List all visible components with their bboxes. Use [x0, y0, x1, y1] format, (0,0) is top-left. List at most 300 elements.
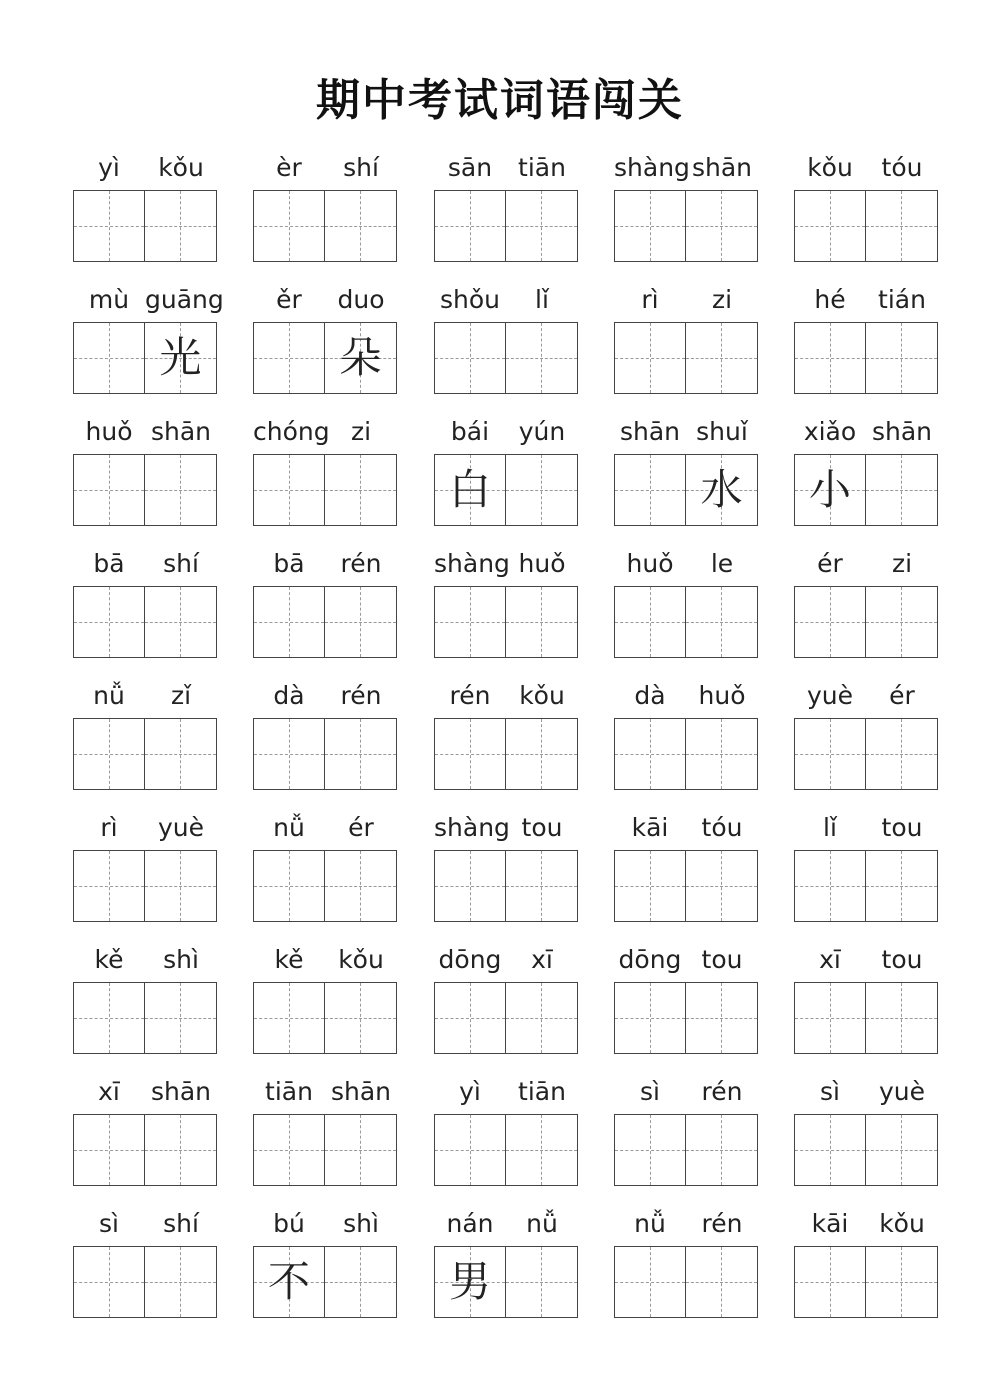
filled-character: 光: [159, 333, 202, 382]
writing-cell[interactable]: [325, 323, 396, 393]
filled-character: 白: [448, 465, 491, 514]
word-item: [253, 548, 397, 658]
pinyin-label: duo: [337, 285, 385, 314]
word-item: [253, 1208, 397, 1318]
writing-boxes: [73, 454, 217, 526]
writing-cell[interactable]: [254, 851, 325, 921]
pinyin-label: xī: [819, 945, 841, 974]
word-item: [794, 944, 938, 1054]
filled-character: [145, 1115, 216, 1185]
word-item: [434, 812, 578, 922]
word-item: [614, 152, 758, 262]
writing-cell[interactable]: [795, 719, 866, 789]
word-item: [794, 284, 938, 394]
writing-cell[interactable]: [795, 587, 866, 657]
writing-cell[interactable]: [795, 851, 866, 921]
writing-boxes: [73, 322, 217, 394]
filled-character: [866, 983, 937, 1053]
writing-boxes: [253, 190, 397, 262]
filled-character: [74, 455, 144, 525]
writing-cell[interactable]: [145, 191, 216, 261]
word-item: [73, 284, 224, 394]
filled-character: [506, 983, 577, 1053]
writing-cell[interactable]: [325, 587, 396, 657]
writing-cell[interactable]: [866, 455, 937, 525]
filled-character: [254, 191, 324, 261]
writing-boxes: [794, 1246, 938, 1318]
writing-cell[interactable]: [74, 851, 145, 921]
writing-boxes: [73, 586, 217, 658]
writing-cell[interactable]: [866, 719, 937, 789]
writing-boxes: [253, 586, 397, 658]
writing-cell[interactable]: [686, 455, 757, 525]
word-item: [73, 152, 217, 262]
filled-character: [615, 1115, 685, 1185]
writing-cell[interactable]: [795, 983, 866, 1053]
writing-cell[interactable]: [615, 455, 686, 525]
writing-cell[interactable]: [145, 587, 216, 657]
filled-character: [686, 719, 757, 789]
writing-cell[interactable]: [325, 719, 396, 789]
pinyin-label: rén: [701, 1209, 743, 1238]
writing-boxes: [614, 454, 758, 526]
filled-character: [145, 455, 216, 525]
writing-boxes: [253, 850, 397, 922]
writing-cell[interactable]: [325, 191, 396, 261]
filled-character: [686, 587, 757, 657]
writing-cell[interactable]: [145, 1247, 216, 1317]
pinyin-label: kǒu: [519, 681, 565, 710]
filled-character: [74, 587, 144, 657]
pinyin-label: rì: [100, 813, 118, 842]
writing-cell[interactable]: [866, 983, 937, 1053]
filled-character: [615, 587, 685, 657]
pinyin-label: shì: [163, 945, 199, 974]
writing-cell[interactable]: [145, 323, 216, 393]
pinyin-label: kǒu: [338, 945, 384, 974]
writing-cell[interactable]: [506, 323, 577, 393]
writing-cell[interactable]: [506, 851, 577, 921]
writing-cell[interactable]: [686, 1247, 757, 1317]
filled-character: [615, 851, 685, 921]
writing-boxes: [434, 322, 578, 394]
writing-cell[interactable]: [615, 191, 686, 261]
filled-character: [615, 191, 685, 261]
writing-cell[interactable]: [795, 191, 866, 261]
filled-character: [795, 587, 865, 657]
filled-character: [506, 1115, 577, 1185]
filled-character: [254, 1115, 324, 1185]
pinyin-label: tóu: [881, 153, 923, 182]
writing-boxes: [434, 850, 578, 922]
writing-boxes: [614, 586, 758, 658]
writing-boxes: [614, 190, 758, 262]
writing-cell[interactable]: [254, 983, 325, 1053]
pinyin-label: shàng: [434, 813, 510, 842]
pinyin-label: le: [710, 549, 734, 578]
pinyin-label: sì: [99, 1209, 119, 1238]
pinyin-label: ér: [889, 681, 915, 710]
filled-character: [506, 323, 577, 393]
writing-cell[interactable]: [254, 719, 325, 789]
filled-character: [435, 719, 505, 789]
writing-boxes: [73, 1246, 217, 1318]
writing-cell[interactable]: [686, 1115, 757, 1185]
writing-cell[interactable]: [795, 323, 866, 393]
pinyin-label: bú: [273, 1209, 305, 1238]
writing-cell[interactable]: [325, 983, 396, 1053]
pinyin-label: tou: [881, 813, 923, 842]
filled-character: 小: [808, 465, 851, 514]
pinyin-label: tou: [521, 813, 563, 842]
writing-cell[interactable]: [615, 719, 686, 789]
word-item: [614, 1208, 758, 1318]
word-item: [794, 812, 938, 922]
writing-boxes: [434, 1246, 578, 1318]
pinyin-label: zi: [711, 285, 733, 314]
writing-cell[interactable]: [254, 1247, 325, 1317]
word-item: [434, 944, 578, 1054]
word-item: [73, 944, 217, 1054]
worksheet-title: 期中考试词语闯关: [316, 75, 684, 126]
pinyin-label: shān: [330, 1077, 392, 1106]
pinyin-label: zi: [891, 549, 913, 578]
filled-character: [866, 1247, 937, 1317]
writing-cell[interactable]: [74, 719, 145, 789]
pinyin-label: kǒu: [879, 1209, 925, 1238]
pinyin-label: rén: [340, 681, 382, 710]
pinyin-label: xiǎo: [803, 417, 857, 446]
writing-boxes: [434, 190, 578, 262]
writing-cell[interactable]: [615, 983, 686, 1053]
writing-cell[interactable]: [74, 983, 145, 1053]
word-item: [794, 416, 938, 526]
filled-character: [615, 323, 685, 393]
pinyin-label: tiān: [265, 1077, 313, 1106]
pinyin-label: sān: [447, 153, 493, 182]
writing-cell[interactable]: [74, 455, 145, 525]
filled-character: [615, 455, 685, 525]
filled-character: [325, 455, 396, 525]
filled-character: 男: [448, 1257, 491, 1306]
pinyin-label: xī: [98, 1077, 120, 1106]
writing-cell[interactable]: [325, 851, 396, 921]
filled-character: [506, 851, 577, 921]
word-item: [614, 416, 758, 526]
writing-boxes: [434, 454, 578, 526]
filled-character: [74, 191, 144, 261]
word-item: [253, 1076, 397, 1186]
word-item: [73, 1208, 217, 1318]
pinyin-label: shàng: [614, 153, 690, 182]
writing-cell[interactable]: [435, 1247, 506, 1317]
word-item: [73, 812, 217, 922]
writing-cell[interactable]: [325, 1115, 396, 1185]
pinyin-label: yì: [98, 153, 120, 182]
writing-cell[interactable]: [686, 983, 757, 1053]
writing-cell[interactable]: [686, 191, 757, 261]
word-item: [614, 812, 758, 922]
writing-cell[interactable]: [686, 323, 757, 393]
filled-character: [74, 851, 144, 921]
filled-character: [325, 191, 396, 261]
filled-character: [506, 455, 577, 525]
filled-character: [325, 1247, 396, 1317]
writing-cell[interactable]: [866, 851, 937, 921]
pinyin-label: nǚ: [273, 813, 305, 842]
writing-boxes: [794, 982, 938, 1054]
writing-cell[interactable]: [795, 1115, 866, 1185]
word-item: [614, 548, 758, 658]
pinyin-label: tóu: [701, 813, 743, 842]
writing-cell[interactable]: [435, 455, 506, 525]
writing-cell[interactable]: [435, 191, 506, 261]
pinyin-label: rì: [641, 285, 659, 314]
filled-character: [506, 719, 577, 789]
writing-boxes: [434, 586, 578, 658]
writing-cell[interactable]: [435, 587, 506, 657]
pinyin-label: nǚ: [93, 681, 125, 710]
pinyin-label: nǚ: [526, 1209, 558, 1238]
writing-cell[interactable]: [795, 455, 866, 525]
filled-character: [686, 1115, 757, 1185]
word-item: [253, 944, 397, 1054]
filled-character: [435, 323, 505, 393]
pinyin-label: huǒ: [698, 681, 746, 710]
writing-boxes: [614, 322, 758, 394]
writing-cell[interactable]: [435, 719, 506, 789]
word-item: [253, 812, 397, 922]
writing-cell[interactable]: [435, 983, 506, 1053]
writing-cell[interactable]: [506, 1115, 577, 1185]
filled-character: [435, 191, 505, 261]
word-item: [794, 548, 938, 658]
writing-cell[interactable]: [74, 323, 145, 393]
writing-cell[interactable]: [615, 587, 686, 657]
writing-cell[interactable]: [866, 191, 937, 261]
word-item: [794, 680, 938, 790]
writing-cell[interactable]: [686, 851, 757, 921]
writing-boxes: [614, 1246, 758, 1318]
word-item: [73, 416, 217, 526]
word-item: [434, 1208, 578, 1318]
writing-cell[interactable]: [254, 323, 325, 393]
writing-cell[interactable]: [866, 1115, 937, 1185]
pinyin-label: kāi: [811, 1209, 849, 1238]
writing-boxes: [253, 322, 397, 394]
filled-character: [615, 1247, 685, 1317]
pinyin-label: shān: [150, 417, 212, 446]
word-item: [434, 680, 578, 790]
writing-cell[interactable]: [254, 587, 325, 657]
writing-boxes: [253, 718, 397, 790]
filled-character: [435, 1115, 505, 1185]
writing-cell[interactable]: [145, 851, 216, 921]
writing-boxes: [253, 454, 397, 526]
pinyin-label: nán: [446, 1209, 494, 1238]
filled-character: [74, 1115, 144, 1185]
pinyin-label: ér: [817, 549, 843, 578]
writing-boxes: [253, 1114, 397, 1186]
word-item: [73, 548, 217, 658]
filled-character: [74, 719, 144, 789]
writing-cell[interactable]: [254, 1115, 325, 1185]
pinyin-label: bā: [93, 549, 125, 578]
pinyin-label: dà: [273, 681, 305, 710]
filled-character: [866, 851, 937, 921]
filled-character: [686, 323, 757, 393]
writing-cell[interactable]: [74, 587, 145, 657]
filled-character: [254, 587, 324, 657]
writing-cell[interactable]: [325, 1247, 396, 1317]
filled-character: [74, 983, 144, 1053]
pinyin-label: kǒu: [158, 153, 204, 182]
writing-cell[interactable]: [145, 1115, 216, 1185]
writing-cell[interactable]: [866, 1247, 937, 1317]
filled-character: [795, 191, 865, 261]
writing-boxes: [794, 718, 938, 790]
filled-character: [866, 1115, 937, 1185]
pinyin-label: bái: [450, 417, 490, 446]
writing-cell[interactable]: [506, 719, 577, 789]
writing-cell[interactable]: [686, 587, 757, 657]
writing-cell[interactable]: [325, 455, 396, 525]
writing-cell[interactable]: [74, 1247, 145, 1317]
writing-cell[interactable]: [615, 323, 686, 393]
word-item: [253, 152, 397, 262]
filled-character: [74, 1247, 144, 1317]
word-item: [614, 680, 758, 790]
filled-character: [325, 719, 396, 789]
writing-boxes: [794, 850, 938, 922]
writing-boxes: [794, 586, 938, 658]
word-item: [253, 284, 397, 394]
pinyin-label: lǐ: [535, 285, 549, 314]
pinyin-label: shuǐ: [696, 417, 748, 446]
writing-cell[interactable]: [74, 1115, 145, 1185]
writing-boxes: [794, 1114, 938, 1186]
writing-cell[interactable]: [866, 323, 937, 393]
filled-character: [506, 191, 577, 261]
filled-character: [615, 719, 685, 789]
filled-character: [795, 851, 865, 921]
writing-boxes: [614, 1114, 758, 1186]
filled-character: [145, 851, 216, 921]
word-item: [253, 680, 397, 790]
filled-character: [795, 983, 865, 1053]
filled-character: [145, 719, 216, 789]
filled-character: [254, 851, 324, 921]
writing-cell[interactable]: [506, 455, 577, 525]
filled-character: [145, 983, 216, 1053]
writing-cell[interactable]: [145, 719, 216, 789]
writing-cell[interactable]: [615, 1247, 686, 1317]
pinyin-label: tiān: [518, 1077, 566, 1106]
pinyin-label: kǒu: [807, 153, 853, 182]
filled-character: [254, 323, 324, 393]
word-item: [614, 944, 758, 1054]
writing-boxes: [794, 454, 938, 526]
word-item: [794, 1076, 938, 1186]
pinyin-label: shān: [619, 417, 681, 446]
filled-character: [325, 587, 396, 657]
writing-cell[interactable]: [254, 191, 325, 261]
writing-boxes: [73, 190, 217, 262]
word-item: [794, 152, 938, 262]
pinyin-label: èr: [276, 153, 302, 182]
filled-character: [686, 191, 757, 261]
filled-character: 朵: [339, 333, 382, 382]
writing-boxes: [253, 1246, 397, 1318]
word-item: [434, 416, 578, 526]
writing-cell[interactable]: [506, 983, 577, 1053]
filled-character: [795, 1247, 865, 1317]
pinyin-label: shān: [691, 153, 753, 182]
pinyin-label: ér: [348, 813, 374, 842]
writing-cell[interactable]: [145, 455, 216, 525]
pinyin-label: bā: [273, 549, 305, 578]
filled-character: [145, 1247, 216, 1317]
pinyin-label: chóng: [253, 417, 330, 446]
writing-cell[interactable]: [795, 1247, 866, 1317]
filled-character: [254, 719, 324, 789]
word-item: [434, 548, 578, 658]
writing-cell[interactable]: [435, 323, 506, 393]
pinyin-label: huǒ: [518, 549, 566, 578]
writing-cell[interactable]: [866, 587, 937, 657]
pinyin-label: mù: [88, 285, 130, 314]
pinyin-label: zǐ: [170, 681, 192, 710]
writing-cell[interactable]: [74, 191, 145, 261]
writing-cell[interactable]: [686, 719, 757, 789]
writing-cell[interactable]: [615, 1115, 686, 1185]
pinyin-label: ěr: [276, 285, 302, 314]
writing-cell[interactable]: [435, 851, 506, 921]
pinyin-label: zi: [350, 417, 372, 446]
pinyin-label: lǐ: [823, 813, 837, 842]
pinyin-label: kāi: [631, 813, 669, 842]
filled-character: [506, 1247, 577, 1317]
writing-cell[interactable]: [506, 587, 577, 657]
word-item: [434, 152, 578, 262]
pinyin-label: yún: [518, 417, 566, 446]
pinyin-label: rén: [340, 549, 382, 578]
filled-character: [866, 191, 937, 261]
pinyin-label: hé: [814, 285, 846, 314]
filled-character: [686, 851, 757, 921]
writing-cell[interactable]: [435, 1115, 506, 1185]
word-item: [614, 284, 758, 394]
filled-character: 不: [267, 1257, 310, 1306]
writing-cell[interactable]: [254, 455, 325, 525]
pinyin-label: kě: [274, 945, 304, 974]
filled-character: [325, 983, 396, 1053]
writing-boxes: [253, 982, 397, 1054]
pinyin-label: sì: [820, 1077, 840, 1106]
pinyin-label: tou: [881, 945, 923, 974]
word-item: [794, 1208, 938, 1318]
writing-cell[interactable]: [506, 191, 577, 261]
writing-cell[interactable]: [615, 851, 686, 921]
pinyin-label: shàng: [434, 549, 510, 578]
writing-boxes: [73, 982, 217, 1054]
pinyin-label: yuè: [157, 813, 205, 842]
writing-cell[interactable]: [506, 1247, 577, 1317]
writing-boxes: [794, 190, 938, 262]
pinyin-label: yuè: [806, 681, 854, 710]
pinyin-label: yuè: [878, 1077, 926, 1106]
writing-cell[interactable]: [145, 983, 216, 1053]
